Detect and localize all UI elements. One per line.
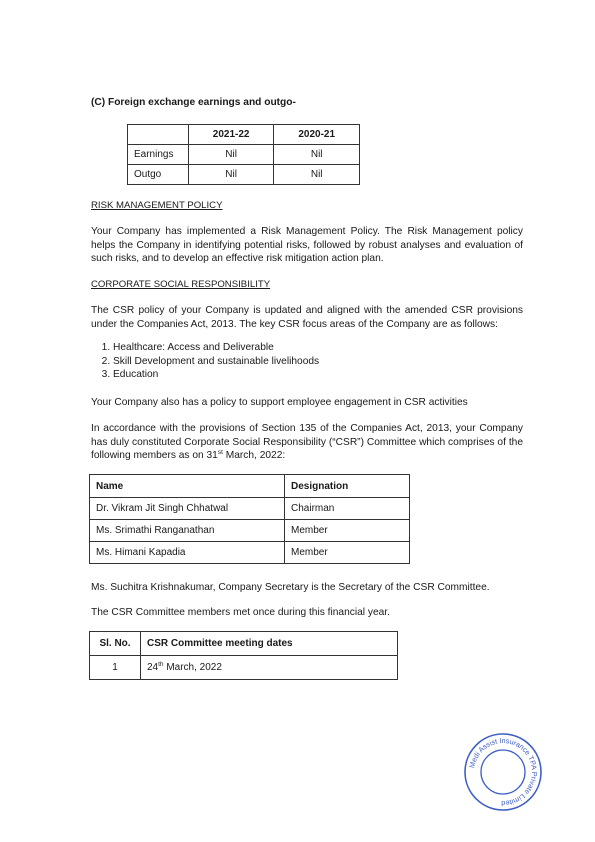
fx-col-2021-22: 2021-22 [188,125,274,145]
csr-focus-list [91,341,319,382]
meeting-sl: 1 [90,656,141,680]
seal-inner-ring [481,750,525,794]
risk-heading: RISK MANAGEMENT POLICY [91,200,223,211]
csr-secretary: Ms. Suchitra Krishnakumar, Company Secretary is the Secretary of the CSR Committee. [91,582,490,593]
meeting-month-year: March, 2022 [163,662,222,673]
meetings-col-sl: Sl. No. [90,632,141,656]
table-header-row [128,125,360,145]
member-designation: Member [285,542,410,564]
table-header-row [90,475,410,498]
meetings-col-dates: CSR Committee meeting dates [141,632,398,656]
fx-col-2020-21: 2020-21 [274,125,360,145]
fx-heading: (C) Foreign exchange earnings and outgo- [91,97,296,108]
fx-cell: Nil [274,145,360,165]
member-name: Ms. Srimathi Ranganathan [90,520,285,542]
table-row [90,520,410,542]
members-col-name: Name [90,475,285,498]
table-row [90,498,410,520]
fx-cell: Nil [188,145,274,165]
table-row [90,542,410,564]
member-name: Ms. Himani Kapadia [90,542,285,564]
seal-text [467,736,539,808]
csr-engagement: Your Company also has a policy to support employee engagement in CSR activities [91,397,468,408]
fx-cell: Nil [274,165,360,185]
table-row [128,145,360,165]
fx-cell: Nil [188,165,274,185]
csr-meetings-table [89,631,398,680]
table-row [90,656,398,680]
csr-met: The CSR Committee members met once during this financial year. [91,607,390,618]
fx-col-blank [128,125,189,145]
risk-paragraph: Your Company has implemented a Risk Management Policy. The Risk Management policy helps the Company in identifying potential risks, followed by robust analyses and evaluation of such risks, and to develop an effective risk mitigation action plan. [91,226,523,265]
table-header-row [90,632,398,656]
meeting-day: 24 [147,662,159,673]
fx-row-label: Outgo [128,165,189,185]
csr-intro: The CSR policy of your Company is updated and aligned with the amended CSR provisions under the Companies Act, 2013. The key CSR focus areas of the Company are as follows: [91,305,523,330]
table-row [128,165,360,185]
meeting-date [141,656,398,680]
list-item: 2. Skill Development and sustainable livelihoods [113,355,319,369]
csr-committee-intro-text: In accordance with the provisions of Section 135 of the Companies Act, 2013, your Company has duly constituted Corporate Social Responsibility (“CSR”) Committee which comprises of the following members as on 31 [91,423,523,462]
csr-committee-intro-sup: st [217,449,223,457]
list-item: 1. Healthcare: Access and Deliverable [113,341,319,355]
member-designation: Chairman [285,498,410,520]
member-designation: Member [285,520,410,542]
fx-table [127,124,360,185]
csr-heading: CORPORATE SOCIAL RESPONSIBILITY [91,279,271,290]
fx-row-label: Earnings [128,145,189,165]
company-seal-icon [463,732,543,812]
csr-committee-intro-end: March, 2022: [222,450,286,462]
list-item: 3. Education [113,368,319,382]
meeting-day-sup: th [158,661,164,668]
seal-text-path: Medi Assist Insurance TPA Private Limited [467,735,540,809]
members-col-designation: Designation [285,475,410,498]
csr-committee-intro [91,422,523,463]
seal-outer-ring [465,734,541,810]
member-name: Dr. Vikram Jit Singh Chhatwal [90,498,285,520]
csr-members-table [89,474,410,564]
